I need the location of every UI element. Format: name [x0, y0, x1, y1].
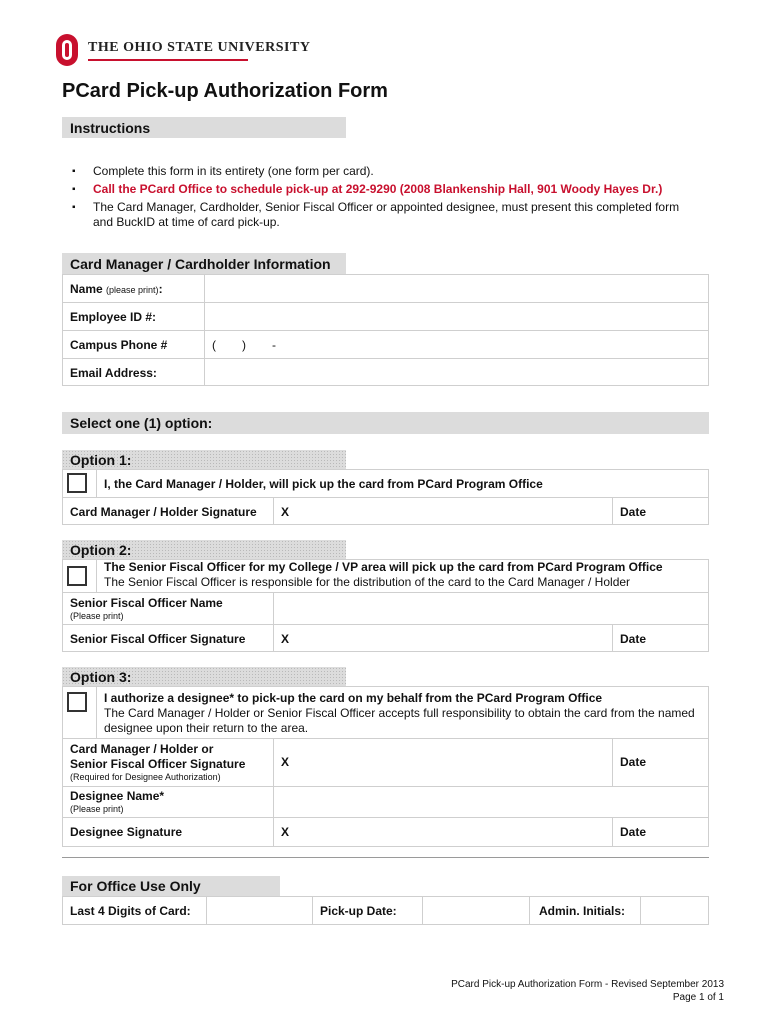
select-option-heading-text: Select one (1) option: — [70, 415, 213, 431]
option1-signature-field[interactable] — [274, 498, 611, 524]
ohio-state-block-o-icon — [56, 34, 78, 66]
row-divider — [62, 330, 709, 331]
bullet-icon: ▪ — [72, 202, 76, 213]
name-label — [70, 282, 163, 296]
checkbox-divider — [96, 559, 97, 592]
employee-id-field[interactable] — [206, 304, 708, 329]
checkbox-divider — [96, 686, 97, 738]
date-divider — [612, 497, 613, 525]
email-label: Email Address: — [70, 366, 157, 380]
office-use-heading — [62, 876, 280, 896]
pickup-date-label: Pick-up Date: — [320, 904, 397, 918]
option2-heading-text: Option 2: — [70, 541, 132, 558]
date-divider — [612, 624, 613, 652]
option2-name-label: Senior Fiscal Officer Name — [70, 596, 223, 610]
phone-dash: - — [272, 338, 276, 352]
date-divider — [612, 738, 613, 786]
option1-heading-text: Option 1: — [70, 451, 132, 468]
option2-signature-x: X — [281, 632, 290, 646]
option1-date-label: Date — [620, 505, 647, 519]
designee-name-field[interactable] — [274, 787, 708, 816]
option3-signature-field[interactable] — [274, 739, 611, 785]
designee-signature-field[interactable] — [274, 818, 611, 846]
option3-signature-label-2: Senior Fiscal Officer Signature — [70, 757, 246, 771]
option2-heading — [62, 540, 346, 559]
bullet-icon: ▪ — [72, 184, 76, 195]
checkbox-divider — [96, 469, 97, 497]
name-label-colon: : — [158, 282, 163, 296]
bullet-icon: ▪ — [72, 166, 76, 177]
option1-signature-label: Card Manager / Holder Signature — [70, 505, 257, 519]
designee-signature-label: Designee Signature — [70, 825, 183, 839]
footer-page: Page 1 of 1 — [672, 992, 724, 1003]
option2-checkbox[interactable] — [67, 566, 87, 586]
admin-initials-label: Admin. Initials: — [539, 904, 626, 918]
last4-field[interactable] — [207, 897, 312, 924]
option2-date-label: Date — [620, 632, 647, 646]
option2-note: The Senior Fiscal Officer is responsible for the distribution of the card to the Card Manager / Holder — [104, 575, 631, 589]
last4-label: Last 4 Digits of Card: — [70, 904, 191, 918]
footer-revision: PCard Pick-up Authorization Form - Revised September 2013 — [451, 979, 724, 990]
instructions-heading — [62, 117, 346, 138]
row-divider — [62, 358, 709, 359]
select-option-heading — [62, 412, 709, 434]
option2-signature-label: Senior Fiscal Officer Signature — [70, 632, 246, 646]
designee-name-sub: (Please print) — [70, 804, 124, 814]
option1-heading — [62, 450, 346, 469]
section-rule — [62, 857, 709, 858]
phone-close-paren: ) — [242, 338, 246, 352]
option3-signature-sub: (Required for Designee Authorization) — [70, 772, 221, 782]
office-divider — [312, 896, 313, 925]
campus-phone-label: Campus Phone # — [70, 338, 168, 352]
designee-signature-x: X — [281, 825, 290, 839]
option3-note: The Card Manager / Holder or Senior Fiscal Officer accepts full responsibility to obtain the card from the named designee upon their return to the area. — [104, 706, 695, 735]
option2-signature-field[interactable] — [274, 625, 611, 651]
instructions-heading-text: Instructions — [70, 119, 151, 136]
option2-name-sub: (Please print) — [70, 611, 124, 621]
office-divider — [529, 896, 530, 925]
option2-name-field[interactable] — [274, 593, 708, 623]
option3-signature-x: X — [281, 755, 290, 769]
option3-date-label: Date — [620, 755, 647, 769]
instruction-item-call: Call the PCard Office to schedule pick-up at 292-9290 (2008 Blankenship Hall, 901 Woody Hayes Dr.) — [93, 182, 663, 196]
email-field[interactable] — [206, 360, 708, 385]
name-field[interactable] — [206, 276, 708, 301]
university-name: THE OHIO STATE UNIVERSITY — [88, 40, 311, 55]
employee-id-label: Employee ID #: — [70, 310, 157, 324]
cardholder-heading-text: Card Manager / Cardholder Information — [70, 255, 331, 272]
phone-open-paren: ( — [212, 338, 216, 352]
admin-initials-field[interactable] — [641, 897, 708, 924]
header-rule — [88, 59, 248, 61]
pickup-date-field[interactable] — [423, 897, 529, 924]
option3-heading — [62, 667, 346, 686]
option3-heading-text: Option 3: — [70, 668, 132, 685]
name-label-sub: (please print) — [106, 285, 159, 295]
instruction-item: Complete this form in its entirety (one form per card). — [93, 164, 374, 178]
option1-signature-x: X — [281, 505, 290, 519]
option3-statement: I authorize a designee* to pick-up the card on my behalf from the PCard Program Office — [104, 691, 603, 705]
office-use-heading-text: For Office Use Only — [70, 878, 201, 894]
option1-checkbox[interactable] — [67, 473, 87, 493]
form-title: PCard Pick-up Authorization Form — [62, 80, 388, 102]
designee-name-label: Designee Name* — [70, 789, 165, 803]
option2-statement: The Senior Fiscal Officer for my College / VP area will pick up the card from PCard Program Office — [104, 560, 663, 574]
cardholder-heading — [62, 253, 346, 274]
option3-checkbox[interactable] — [67, 692, 87, 712]
name-label-text: Name — [70, 282, 103, 296]
date-divider — [612, 817, 613, 847]
option1-statement: I, the Card Manager / Holder, will pick up the card from PCard Program Office — [104, 477, 543, 491]
designee-date-label: Date — [620, 825, 647, 839]
option3-signature-label-1: Card Manager / Holder or — [70, 742, 214, 756]
campus-phone-field[interactable] — [206, 332, 708, 357]
instruction-item: The Card Manager, Cardholder, Senior Fiscal Officer or appointed designee, must present this completed form and BuckID at time of card pick-up. — [93, 200, 680, 229]
row-divider — [62, 302, 709, 303]
